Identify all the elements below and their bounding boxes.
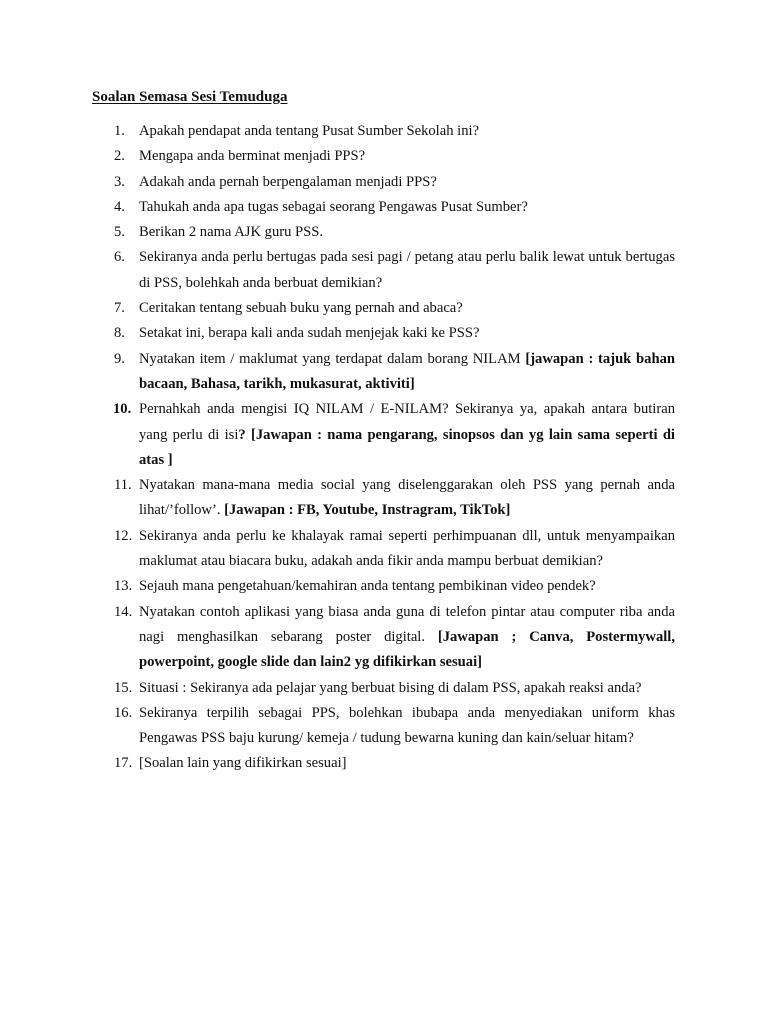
question-text: Sekiranya terpilih sebagai PPS, bolehkan ibubapa anda menyediakan uniform khas Pengawas PSS baju kurung/ kemeja / tudung bewarna kuning dan kain/seluar hitam? bbox=[139, 704, 675, 747]
question-item bbox=[0, 170, 768, 195]
question-text: Sejauh mana pengetahuan/kemahiran anda tentang pembikinan video pendek? bbox=[139, 578, 596, 595]
question-text-block bbox=[139, 701, 675, 752]
question-text: Sekiranya anda perlu ke khalayak ramai seperti perhimpuanan dll, untuk menyampaikan maklumat atau biacara buku, adakah anda fikir anda mampu berbuat demikian? bbox=[139, 527, 675, 570]
question-item bbox=[0, 751, 768, 776]
question-number: 8. bbox=[114, 325, 125, 342]
question-item bbox=[0, 676, 768, 701]
question-text: Nyatakan contoh aplikasi yang biasa anda guna di telefon pintar atau computer riba anda nagi menghasilkan sebarang poster digital. bbox=[139, 603, 675, 645]
question-item bbox=[0, 195, 768, 220]
question-number: 2. bbox=[114, 148, 125, 165]
question-text-block bbox=[139, 170, 675, 195]
question-text-block bbox=[139, 473, 675, 524]
question-text-block bbox=[139, 751, 675, 776]
question-text: Ceritakan tentang sebuah buku yang pernah and abaca? bbox=[139, 300, 463, 317]
question-text: Berikan 2 nama AJK guru PSS. bbox=[139, 224, 324, 241]
question-number: 16. bbox=[114, 704, 133, 721]
question-text: Pernahkah anda mengisi IQ NILAM / E-NILAM? Sekiranya ya, apakah antara butiran yang perlu di isi bbox=[139, 401, 675, 443]
question-text: Nyatakan mana-mana media social yang diselenggarakan oleh PSS yang pernah anda lihat/’follow’. bbox=[139, 477, 675, 519]
question-text-block bbox=[139, 321, 675, 346]
question-text: Situasi : Sekiranya ada pelajar yang berbuat bising di dalam PSS, apakah reaksi anda? bbox=[139, 679, 642, 696]
question-item bbox=[0, 220, 768, 245]
question-number: 11. bbox=[114, 477, 132, 494]
question-text-block bbox=[139, 397, 675, 473]
question-item bbox=[0, 347, 768, 398]
question-text: Setakat ini, berapa kali anda sudah menjejak kaki ke PSS? bbox=[139, 325, 480, 342]
question-number: 14. bbox=[114, 603, 133, 620]
question-text: Tahukah anda apa tugas sebagai seorang Pengawas Pusat Sumber? bbox=[139, 198, 528, 215]
question-text-block bbox=[139, 119, 675, 144]
question-text-block bbox=[139, 600, 675, 676]
question-text-block bbox=[139, 245, 675, 296]
question-number: 9. bbox=[114, 350, 125, 367]
question-answer: [jawapan : tajuk bahan bacaan, Bahasa, tarikh, mukasurat, aktiviti] bbox=[139, 350, 675, 392]
question-text-block bbox=[139, 195, 675, 220]
question-answer: [Jawapan : FB, Youtube, Instragram, TikTok] bbox=[224, 502, 511, 519]
question-text-block bbox=[139, 574, 675, 599]
question-text: Apakah pendapat anda tentang Pusat Sumber Sekolah ini? bbox=[139, 123, 480, 139]
question-item bbox=[0, 701, 768, 752]
question-number: 12. bbox=[114, 527, 133, 544]
question-list bbox=[0, 119, 768, 777]
question-item bbox=[0, 144, 768, 169]
question-number: 15. bbox=[114, 679, 133, 696]
question-item bbox=[0, 119, 768, 144]
question-text-block bbox=[139, 524, 675, 575]
question-text: [Soalan lain yang difikirkan sesuai] bbox=[139, 755, 347, 772]
question-item bbox=[0, 524, 768, 575]
question-number: 1. bbox=[114, 123, 125, 139]
question-item bbox=[0, 296, 768, 321]
question-number: 7. bbox=[114, 300, 125, 317]
question-number: 6. bbox=[114, 249, 125, 266]
question-text-block bbox=[139, 347, 675, 398]
question-number: 17. bbox=[114, 755, 133, 772]
question-number: 13. bbox=[114, 578, 133, 595]
document-title: Soalan Semasa Sesi Temuduga bbox=[92, 89, 288, 105]
question-item bbox=[0, 473, 768, 524]
question-number: 10. bbox=[113, 401, 132, 418]
question-text-block bbox=[139, 296, 675, 321]
question-item bbox=[0, 397, 768, 473]
question-text: Nyatakan item / maklumat yang terdapat dalam borang NILAM bbox=[139, 350, 526, 367]
question-number: 3. bbox=[114, 173, 125, 190]
question-text: Sekiranya anda perlu bertugas pada sesi pagi / petang atau perlu balik lewat untuk bertugas di PSS, bolehkah anda berbuat demikian? bbox=[139, 249, 675, 291]
question-text-block bbox=[139, 676, 675, 701]
question-text-block bbox=[139, 220, 675, 245]
question-number: 4. bbox=[114, 198, 125, 215]
question-text-block bbox=[139, 144, 675, 169]
question-answer: [Jawapan ; Canva, Postermywall, powerpoint, google slide dan lain2 yg difikirkan sesuai] bbox=[139, 628, 676, 671]
question-number: 5. bbox=[114, 224, 125, 241]
question-item bbox=[0, 245, 768, 296]
question-text: Adakah anda pernah berpengalaman menjadi PPS? bbox=[139, 173, 437, 190]
question-item bbox=[0, 321, 768, 346]
question-item bbox=[0, 574, 768, 599]
question-item bbox=[0, 600, 768, 676]
question-answer: ? [Jawapan : nama pengarang, sinopsos dan yg lain sama seperti di atas ] bbox=[139, 426, 675, 468]
question-text: Mengapa anda berminat menjadi PPS? bbox=[139, 148, 366, 165]
